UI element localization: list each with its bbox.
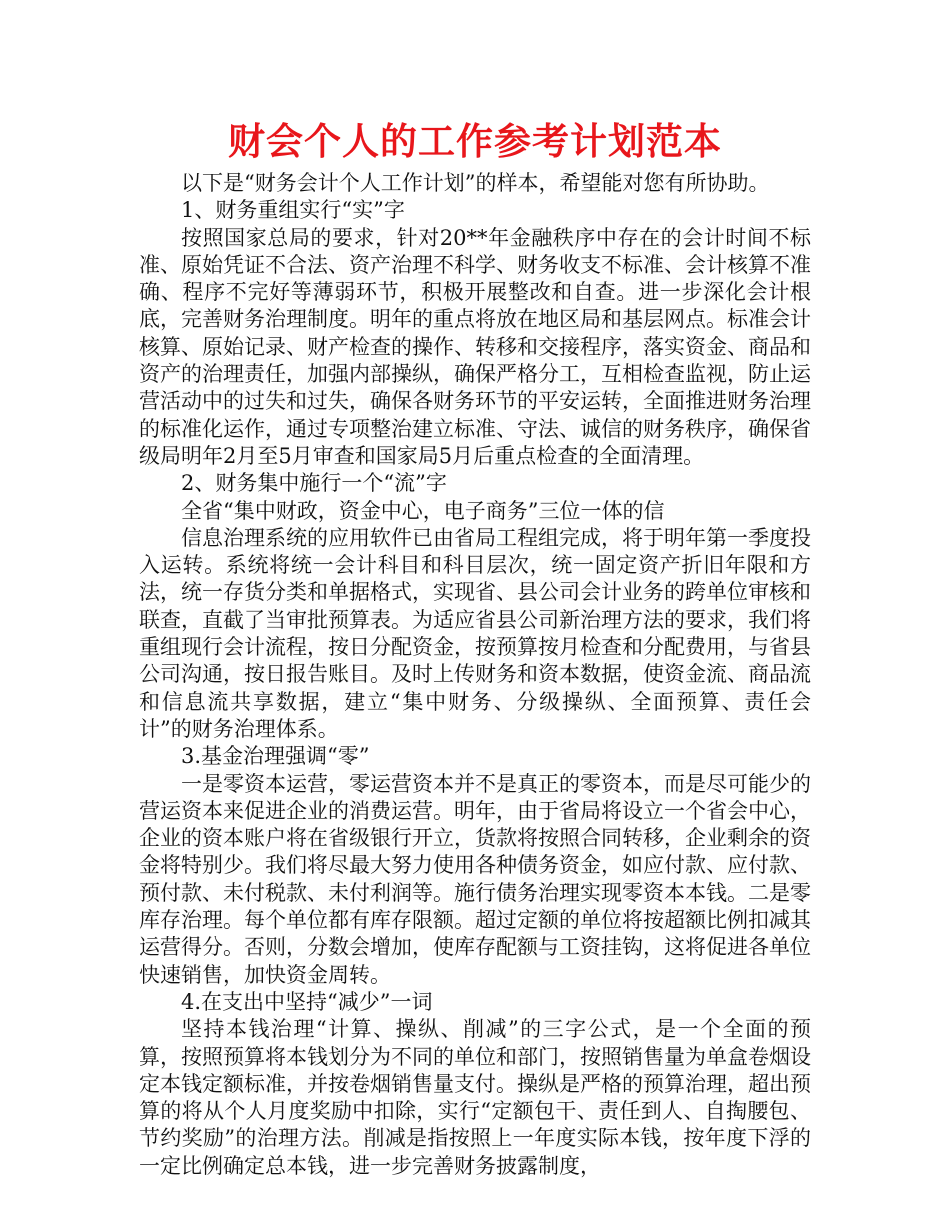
document-page — [139, 112, 811, 1180]
document-title: 财会个人的工作参考计划范本 — [228, 119, 722, 163]
section-body-2b: 信息治理系统的应用软件已由省局工程组完成，将于明年第一季度投入运转。系统将统一会计科目和科目层次，统一固定资产折旧年限和方法，统一存货分类和单据格式，实现省、县公司会计业务的跨单位审核和联查，直截了当审批预算表。为适应省县公司新治理方法的要求，我们将重组现行会计流程，按日分配资金，按预算按月检查和分配费用，与省县公司沟通，按日报告账目。及时上传财务和资本数据，使资金流、商品流和信息流共享数据，建立“集中财务、分级操纵、全面预算、责任会计”的财务治理体系。 — [139, 525, 811, 741]
section-heading-3: 3.基金治理强调“零” — [181, 744, 370, 769]
section-heading-1: 1、财务重组实行“实”字 — [181, 198, 405, 223]
section-body-2a: 全省“集中财政，资金中心，电子商务”三位一体的信 — [181, 498, 665, 523]
section-heading-4: 4.在支出中坚持“减少”一词 — [181, 989, 433, 1014]
intro-paragraph: 以下是“财务会计个人工作计划”的样本，希望能对您有所协助。 — [181, 171, 770, 195]
section-body-4: 坚持本钱治理“计算、操纵、削减”的三字公式，是一个全面的预算，按照预算将本钱划分为不同的单位和部门，按照销售量为单盒卷烟设定本钱定额标准，并按卷烟销售量支付。操纵是严格的预算治理，超出预算的将从个人月度奖励中扣除，实行“定额包干、责任到人、自掏腰包、节约奖励”的治理方法。削减是指按照上一年度实际本钱，按年度下浮的一定比例确定总本钱，进一步完善财务披露制度， — [139, 1017, 811, 1178]
section-heading-2: 2、财务集中施行一个“流”字 — [181, 471, 447, 496]
section-body-3: 一是零资本运营，零运营资本并不是真正的零资本，而是尽可能少的营运资本来促进企业的消费运营。明年，由于省局将设立一个省会中心，企业的资本账户将在省级银行开立，货款将按照合同转移，企业剩余的资金将特别少。我们将尽最大努力使用各种债务资金，如应付款、应付款、预付款、未付税款、未付利润等。施行债务治理实现零资本本钱。二是零库存治理。每个单位都有库存限额。超过定额的单位将按超额比例扣减其运营得分。否则，分数会增加，使库存配额与工资挂钩，这将促进各单位快速销售，加快资金周转。 — [139, 771, 811, 987]
section-body-1: 按照国家总局的要求，针对20**年金融秩序中存在的会计时间不标准、原始凭证不合法、资产治理不科学、财务收支不标准、会计核算不准确、程序不完好等薄弱环节，积极开展整改和自查。进一步深化会计根底，完善财务治理制度。明年的重点将放在地区局和基层网点。标准会计核算、原始记录、财产检查的操作、转移和交接程序，落实资金、商品和资产的治理责任，加强内部操纵，确保严格分工，互相检查监视，防止运营活动中的过失和过失，确保各财务环节的平安运转，全面推进财务治理的标准化运作，通过专项整治建立标准、守法、诚信的财务秩序，确保省级局明年2月至5月审查和国家局5月后重点检查的全面清理。 — [139, 225, 811, 468]
